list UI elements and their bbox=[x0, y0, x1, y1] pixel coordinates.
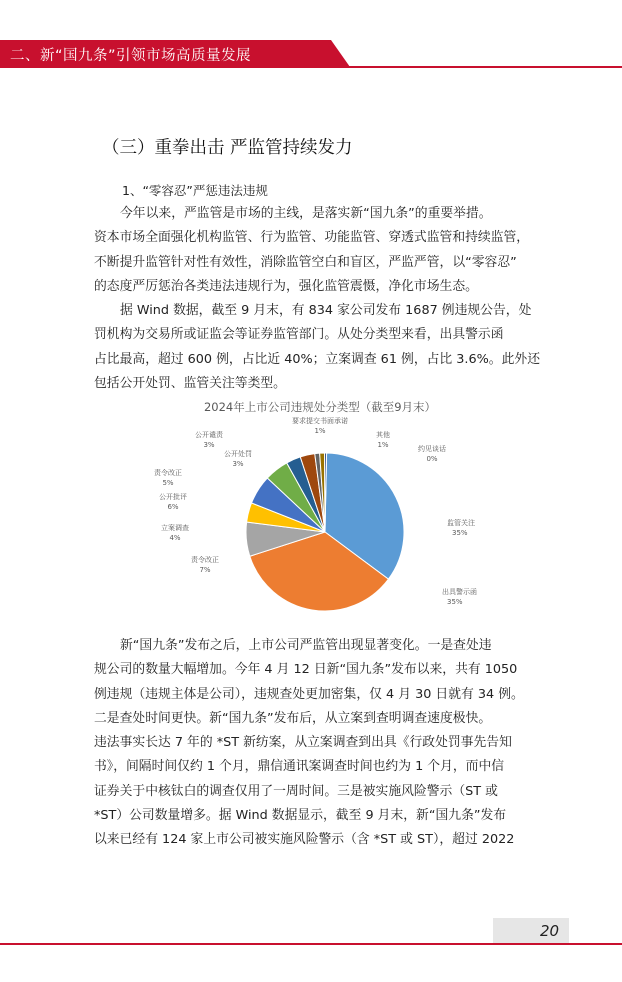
slice-label: 监管关注 bbox=[447, 519, 475, 527]
chart-title: 2024年上市公司违规处分类型（截至9月末） bbox=[203, 400, 437, 414]
paragraph-line: 据 Wind 数据，截至 9 月末，有 834 家公司发布 1687 例违规公告，处 bbox=[120, 303, 532, 319]
slice-label: 要求提交书面承诺 bbox=[292, 417, 348, 425]
slice-value-label: 4% bbox=[169, 534, 181, 542]
slice-label: 出具警示函 bbox=[442, 588, 477, 596]
section-title: （三）重拳出击 严监管持续发力 bbox=[102, 138, 353, 158]
slice-label: 责令改正 bbox=[154, 469, 182, 477]
header-title: 二、新“国九条”引领市场高质量发展 bbox=[10, 48, 252, 64]
paragraph-line: 占比最高，超过 600 例，占比近 40%；立案调查 61 例，占比 3.6%。此外还 bbox=[94, 351, 540, 367]
slice-value-label: 7% bbox=[199, 566, 211, 574]
slice-value-label: 6% bbox=[167, 503, 179, 511]
pie-slices bbox=[246, 453, 404, 611]
slice-label: 公开处罚 bbox=[224, 450, 252, 458]
paragraph-line: 违法事实长达 7 年的 *ST 新纺案，从立案调查到出具《行政处罚事先告知 bbox=[94, 735, 512, 751]
slice-label: 立案调查 bbox=[161, 524, 189, 532]
paragraph-line: 资本市场全面强化机构监管、行为监管、功能监管、穿透式监管和持续监管， bbox=[94, 230, 530, 246]
slice-value-label: 0% bbox=[426, 455, 438, 463]
slice-label: 其他 bbox=[376, 431, 390, 439]
header-rule bbox=[0, 66, 622, 68]
sub-section-title: 1、“零容忍”严惩违法违规 bbox=[122, 183, 268, 198]
paragraph-1 bbox=[94, 202, 564, 396]
paragraph-line: 例违规（违规主体是公司），违规查处更加密集，仅 4 月 30 日就有 34 例。 bbox=[94, 686, 524, 702]
footer-rule bbox=[0, 943, 622, 945]
slice-value-label: 3% bbox=[203, 441, 215, 449]
paragraph-line: 的态度严厉惩治各类违法违规行为，强化监管震慑，净化市场生态。 bbox=[94, 278, 478, 294]
paragraph-line: 不断提升监管针对性有效性，消除监管空白和盲区，严监严管，以“零容忍” bbox=[94, 254, 517, 270]
paragraph-line: 今年以来，严监管是市场的主线，是落实新“国九条”的重要举措。 bbox=[120, 206, 492, 221]
paragraph-line: 书》，间隔时间仅约 1 个月，鼎信通讯案调查时间也约为 1 个月，而中信 bbox=[94, 759, 505, 775]
paragraph-line: *ST）公司数量增多。据 Wind 数据显示，截至 9 月末，新“国九条”发布 bbox=[94, 808, 507, 824]
slice-value-label: 1% bbox=[314, 427, 326, 435]
paragraph-line: 罚机构为交易所或证监会等证券监管部门。从处分类型来看，出具警示函 bbox=[94, 327, 504, 343]
paragraph-line: 证券关于中核钛白的调查仅用了一周时间。三是被实施风险警示（ST 或 bbox=[94, 783, 498, 799]
slice-label: 公开谴责 bbox=[195, 431, 223, 439]
slice-value-label: 35% bbox=[447, 598, 463, 606]
slice-value-label: 3% bbox=[232, 460, 244, 468]
pie-chart bbox=[120, 395, 520, 620]
slice-value-label: 5% bbox=[162, 479, 174, 487]
slice-value-label: 1% bbox=[377, 441, 389, 449]
paragraph-line: 包括公开处罚、监管关注等类型。 bbox=[94, 376, 286, 392]
slice-label: 责令改正 bbox=[191, 556, 219, 564]
slice-label: 公开批评 bbox=[159, 493, 187, 501]
slice-label: 约见谈话 bbox=[418, 445, 446, 453]
page-number: 20 bbox=[540, 922, 560, 940]
paragraph-line: 规公司的数量大幅增加。今年 4 月 12 日新“国九条”发布以来，共有 1050 bbox=[94, 662, 518, 678]
paragraph-line: 新“国九条”发布之后，上市公司严监管出现显著变化。一是查处违 bbox=[120, 638, 492, 653]
paragraph-line: 以来已经有 124 家上市公司被实施风险警示（含 *ST 或 ST），超过 2022 bbox=[94, 832, 515, 848]
paragraph-2 bbox=[94, 634, 564, 853]
slice-value-label: 35% bbox=[452, 529, 468, 537]
pie-chart-svg bbox=[120, 395, 520, 620]
paragraph-line: 二是查处时间更快。新“国九条”发布后，从立案到查明调查速度极快。 bbox=[94, 710, 492, 726]
